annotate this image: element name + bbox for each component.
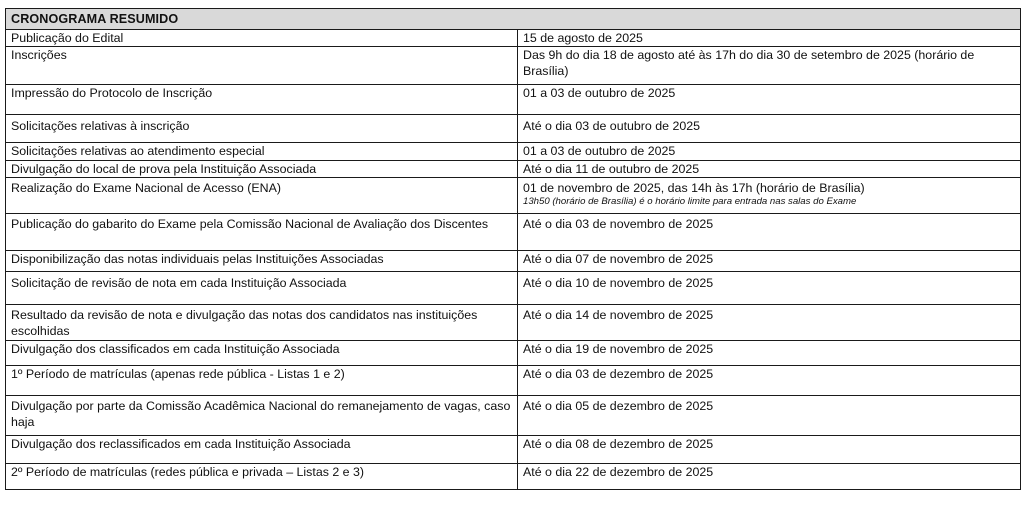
event-cell: 2º Período de matrículas (redes pública e privada – Listas 2 e 3): [6, 464, 518, 490]
date-cell: Até o dia 11 de outubro de 2025: [518, 161, 1021, 178]
schedule-table: [5, 8, 1021, 490]
event-cell: Publicação do gabarito do Exame pela Comissão Nacional de Avaliação dos Discentes: [6, 214, 518, 251]
event-cell: Divulgação por parte da Comissão Acadêmica Nacional do remanejamento de vagas, caso haja: [6, 396, 518, 436]
date-cell: Até o dia 03 de dezembro de 2025: [518, 366, 1021, 396]
date-note: 13h50 (horário de Brasília) é o horário limite para entrada nas salas do Exame: [523, 196, 857, 207]
date-cell: Até o dia 19 de novembro de 2025: [518, 341, 1021, 366]
event-cell: Divulgação dos reclassificados em cada Instituição Associada: [6, 436, 518, 464]
event-cell: Resultado da revisão de nota e divulgação das notas dos candidatos nas instituições escolhidas: [6, 305, 518, 341]
date-cell: [518, 178, 1021, 214]
table-row: [6, 396, 1021, 436]
table-row: [6, 341, 1021, 366]
table-row: [6, 464, 1021, 490]
table-title: CRONOGRAMA RESUMIDO: [6, 9, 1021, 30]
date-text: 01 de novembro de 2025, das 14h às 17h (horário de Brasília): [523, 181, 865, 195]
event-cell: Realização do Exame Nacional de Acesso (ENA): [6, 178, 518, 214]
date-cell: Até o dia 03 de novembro de 2025: [518, 214, 1021, 251]
table-row: [6, 251, 1021, 272]
date-cell: Até o dia 07 de novembro de 2025: [518, 251, 1021, 272]
table-row: [6, 272, 1021, 305]
table-row: [6, 366, 1021, 396]
date-cell: 01 a 03 de outubro de 2025: [518, 143, 1021, 161]
event-cell: 1º Período de matrículas (apenas rede pública - Listas 1 e 2): [6, 366, 518, 396]
date-cell: Até o dia 03 de outubro de 2025: [518, 115, 1021, 143]
table-row: [6, 436, 1021, 464]
event-cell: Disponibilização das notas individuais pelas Instituições Associadas: [6, 251, 518, 272]
date-cell: Até o dia 10 de novembro de 2025: [518, 272, 1021, 305]
table-row: [6, 161, 1021, 178]
table-row: [6, 178, 1021, 214]
table-header-row: [6, 9, 1021, 30]
date-cell: Até o dia 05 de dezembro de 2025: [518, 396, 1021, 436]
date-cell: 15 de agosto de 2025: [518, 30, 1021, 47]
event-cell: Solicitações relativas ao atendimento especial: [6, 143, 518, 161]
date-cell: Até o dia 14 de novembro de 2025: [518, 305, 1021, 341]
table-row: [6, 143, 1021, 161]
table-row: [6, 30, 1021, 47]
date-cell: Até o dia 22 de dezembro de 2025: [518, 464, 1021, 490]
event-cell: Impressão do Protocolo de Inscrição: [6, 85, 518, 115]
date-cell: Das 9h do dia 18 de agosto até às 17h do dia 30 de setembro de 2025 (horário de Brasília): [518, 47, 1021, 85]
event-cell: Divulgação do local de prova pela Instituição Associada: [6, 161, 518, 178]
event-cell: Solicitações relativas à inscrição: [6, 115, 518, 143]
date-cell: Até o dia 08 de dezembro de 2025: [518, 436, 1021, 464]
table-row: [6, 85, 1021, 115]
table-row: [6, 305, 1021, 341]
event-cell: Solicitação de revisão de nota em cada Instituição Associada: [6, 272, 518, 305]
event-cell: Inscrições: [6, 47, 518, 85]
date-cell: 01 a 03 de outubro de 2025: [518, 85, 1021, 115]
table-row: [6, 115, 1021, 143]
event-cell: Publicação do Edital: [6, 30, 518, 47]
event-cell: Divulgação dos classificados em cada Instituição Associada: [6, 341, 518, 366]
table-row: [6, 47, 1021, 85]
table-row: [6, 214, 1021, 251]
